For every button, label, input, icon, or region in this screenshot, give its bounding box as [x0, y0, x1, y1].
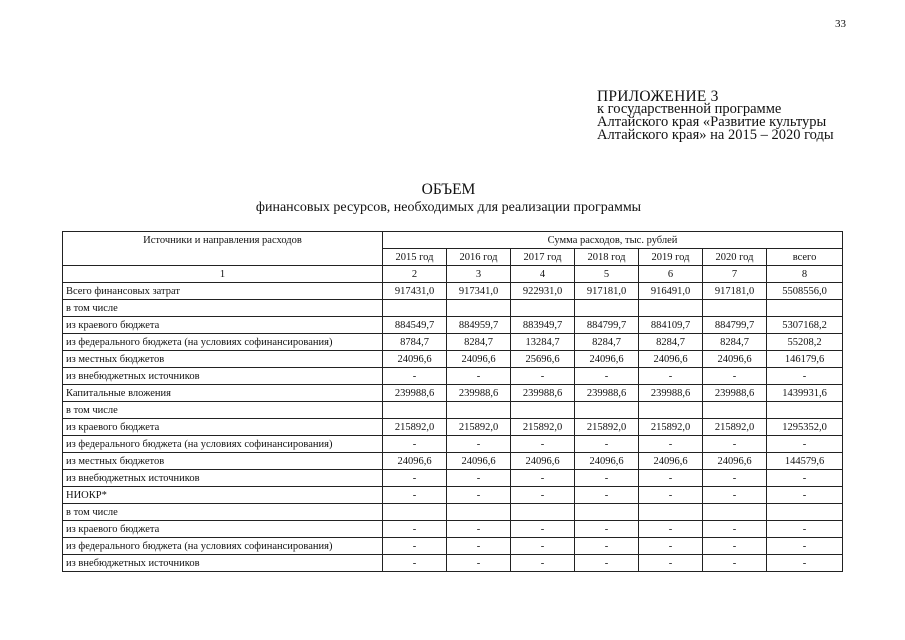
table-row: [63, 487, 843, 504]
table-row: [63, 385, 843, 402]
row-value: -: [511, 538, 575, 555]
row-value: -: [575, 368, 639, 385]
row-value: 922931,0: [511, 283, 575, 300]
column-number: 8: [767, 266, 843, 283]
appendix-line: Алтайского края» на 2015 – 2020 годы: [597, 127, 834, 143]
row-value: -: [383, 487, 447, 504]
row-label: из внебюджетных источников: [63, 470, 383, 487]
row-value: 215892,0: [575, 419, 639, 436]
row-value: -: [511, 470, 575, 487]
row-value: [447, 300, 511, 317]
row-value: 24096,6: [447, 453, 511, 470]
row-value: 239988,6: [703, 385, 767, 402]
row-value: -: [447, 470, 511, 487]
row-value: -: [703, 470, 767, 487]
row-value: 24096,6: [383, 351, 447, 368]
column-number: 7: [703, 266, 767, 283]
row-value: 239988,6: [447, 385, 511, 402]
row-value: 24096,6: [703, 453, 767, 470]
row-label: из краевого бюджета: [63, 419, 383, 436]
table-header-row: [63, 232, 843, 249]
row-value: 215892,0: [639, 419, 703, 436]
column-number: 1: [63, 266, 383, 283]
table-row: [63, 368, 843, 385]
row-value: 215892,0: [703, 419, 767, 436]
row-value: 884799,7: [703, 317, 767, 334]
row-value: 884549,7: [383, 317, 447, 334]
row-value: [639, 402, 703, 419]
column-number: 3: [447, 266, 511, 283]
row-value: -: [703, 538, 767, 555]
heading-title: ОБЪЕМ: [421, 181, 476, 198]
appendix-block: [597, 90, 834, 142]
row-value: -: [511, 436, 575, 453]
table-row: [63, 317, 843, 334]
row-value: -: [511, 487, 575, 504]
row-label: из местных бюджетов: [63, 351, 383, 368]
row-value: 24096,6: [639, 453, 703, 470]
row-value: -: [447, 487, 511, 504]
row-value: 1439931,6: [767, 385, 843, 402]
row-value: [575, 300, 639, 317]
header-sources-label: Источники и направления расходов: [63, 232, 383, 266]
row-value: -: [575, 538, 639, 555]
row-value: [639, 300, 703, 317]
row-value: 8284,7: [447, 334, 511, 351]
row-value: -: [383, 436, 447, 453]
row-value: [383, 300, 447, 317]
row-value: 917431,0: [383, 283, 447, 300]
row-value: 1295352,0: [767, 419, 843, 436]
page-number: 33: [835, 18, 846, 30]
header-total: всего: [767, 249, 843, 266]
column-number: 4: [511, 266, 575, 283]
row-label: из внебюджетных источников: [63, 555, 383, 572]
row-value: 239988,6: [511, 385, 575, 402]
row-value: [447, 402, 511, 419]
row-value: -: [575, 555, 639, 572]
row-value: 8784,7: [383, 334, 447, 351]
row-value: 8284,7: [703, 334, 767, 351]
table-row: [63, 402, 843, 419]
row-value: -: [639, 555, 703, 572]
row-value: -: [639, 436, 703, 453]
row-value: -: [703, 368, 767, 385]
row-value: 24096,6: [575, 453, 639, 470]
row-value: -: [383, 521, 447, 538]
row-value: 55208,2: [767, 334, 843, 351]
row-label: из краевого бюджета: [63, 317, 383, 334]
row-value: -: [767, 521, 843, 538]
row-value: 239988,6: [383, 385, 447, 402]
row-value: 24096,6: [639, 351, 703, 368]
row-value: 5307168,2: [767, 317, 843, 334]
header-year: 2019 год: [639, 249, 703, 266]
row-value: [511, 402, 575, 419]
row-value: -: [383, 368, 447, 385]
finance-table: [62, 231, 843, 572]
row-value: 215892,0: [511, 419, 575, 436]
row-value: -: [575, 521, 639, 538]
row-value: 24096,6: [703, 351, 767, 368]
table-row: [63, 453, 843, 470]
row-value: 24096,6: [383, 453, 447, 470]
row-value: -: [767, 470, 843, 487]
row-value: 917181,0: [575, 283, 639, 300]
row-value: -: [511, 521, 575, 538]
table-row: [63, 334, 843, 351]
row-value: 916491,0: [639, 283, 703, 300]
row-label: в том числе: [63, 300, 383, 317]
table-row: [63, 283, 843, 300]
row-label: в том числе: [63, 402, 383, 419]
header-year: 2017 год: [511, 249, 575, 266]
row-value: -: [575, 487, 639, 504]
row-value: -: [703, 436, 767, 453]
row-value: 8284,7: [575, 334, 639, 351]
row-value: [767, 504, 843, 521]
row-value: -: [767, 436, 843, 453]
header-year: 2018 год: [575, 249, 639, 266]
row-value: -: [447, 555, 511, 572]
row-value: [703, 402, 767, 419]
row-value: 5508556,0: [767, 283, 843, 300]
table-row: [63, 470, 843, 487]
row-value: 917341,0: [447, 283, 511, 300]
row-value: [511, 300, 575, 317]
row-value: 239988,6: [639, 385, 703, 402]
row-value: 8284,7: [639, 334, 703, 351]
row-value: [383, 402, 447, 419]
heading-subtitle: финансовых ресурсов, необходимых для реализации программы: [255, 200, 642, 215]
row-label: из внебюджетных источников: [63, 368, 383, 385]
row-value: -: [767, 538, 843, 555]
row-value: -: [767, 555, 843, 572]
row-value: 144579,6: [767, 453, 843, 470]
row-value: -: [703, 555, 767, 572]
row-value: -: [639, 487, 703, 504]
row-value: 13284,7: [511, 334, 575, 351]
row-value: -: [383, 470, 447, 487]
row-value: 884959,7: [447, 317, 511, 334]
row-label: из федерального бюджета (на условиях софинансирования): [63, 538, 383, 555]
row-value: 25696,6: [511, 351, 575, 368]
row-value: 24096,6: [511, 453, 575, 470]
row-value: -: [767, 487, 843, 504]
row-label: из федерального бюджета (на условиях софинансирования): [63, 436, 383, 453]
row-value: 239988,6: [575, 385, 639, 402]
row-value: -: [639, 470, 703, 487]
row-label: в том числе: [63, 504, 383, 521]
header-sum-label: Сумма расходов, тыс. рублей: [383, 232, 843, 249]
table-row: [63, 555, 843, 572]
row-value: 884799,7: [575, 317, 639, 334]
table-row: [63, 521, 843, 538]
row-value: [383, 504, 447, 521]
row-value: -: [639, 368, 703, 385]
appendix-line: Алтайского края «Развитие культуры: [597, 114, 827, 130]
row-value: -: [703, 521, 767, 538]
row-value: 24096,6: [575, 351, 639, 368]
row-value: 146179,6: [767, 351, 843, 368]
row-value: -: [511, 555, 575, 572]
row-value: -: [639, 521, 703, 538]
column-number: 6: [639, 266, 703, 283]
row-value: -: [575, 470, 639, 487]
row-value: [447, 504, 511, 521]
row-value: -: [383, 555, 447, 572]
row-label: из краевого бюджета: [63, 521, 383, 538]
appendix-title: ПРИЛОЖЕНИЕ 3: [597, 88, 719, 105]
row-label: Всего финансовых затрат: [63, 283, 383, 300]
row-value: -: [703, 487, 767, 504]
row-value: [767, 402, 843, 419]
row-value: -: [447, 521, 511, 538]
header-year: 2020 год: [703, 249, 767, 266]
row-label: из федерального бюджета (на условиях софинансирования): [63, 334, 383, 351]
row-value: 917181,0: [703, 283, 767, 300]
row-value: 883949,7: [511, 317, 575, 334]
row-value: 215892,0: [447, 419, 511, 436]
header-year: 2016 год: [447, 249, 511, 266]
table-body: [63, 283, 843, 572]
appendix-line: к государственной программе: [597, 101, 782, 117]
row-value: 24096,6: [447, 351, 511, 368]
row-value: [575, 504, 639, 521]
table-row: [63, 351, 843, 368]
row-value: [703, 300, 767, 317]
column-number: 5: [575, 266, 639, 283]
row-label: из местных бюджетов: [63, 453, 383, 470]
table-column-numbers-row: [63, 266, 843, 283]
table-row: [63, 504, 843, 521]
row-value: [639, 504, 703, 521]
column-number: 2: [383, 266, 447, 283]
row-value: [575, 402, 639, 419]
row-value: 884109,7: [639, 317, 703, 334]
row-value: -: [447, 368, 511, 385]
row-value: 215892,0: [383, 419, 447, 436]
table-row: [63, 436, 843, 453]
row-value: -: [447, 538, 511, 555]
table-row: [63, 300, 843, 317]
row-value: -: [575, 436, 639, 453]
row-value: -: [383, 538, 447, 555]
row-label: Капитальные вложения: [63, 385, 383, 402]
row-value: -: [511, 368, 575, 385]
row-value: -: [447, 436, 511, 453]
row-value: -: [767, 368, 843, 385]
row-value: -: [639, 538, 703, 555]
row-value: [703, 504, 767, 521]
table-row: [63, 419, 843, 436]
row-label: НИОКР*: [63, 487, 383, 504]
row-value: [767, 300, 843, 317]
header-year: 2015 год: [383, 249, 447, 266]
row-value: [511, 504, 575, 521]
table-row: [63, 538, 843, 555]
document-heading: [0, 181, 905, 217]
